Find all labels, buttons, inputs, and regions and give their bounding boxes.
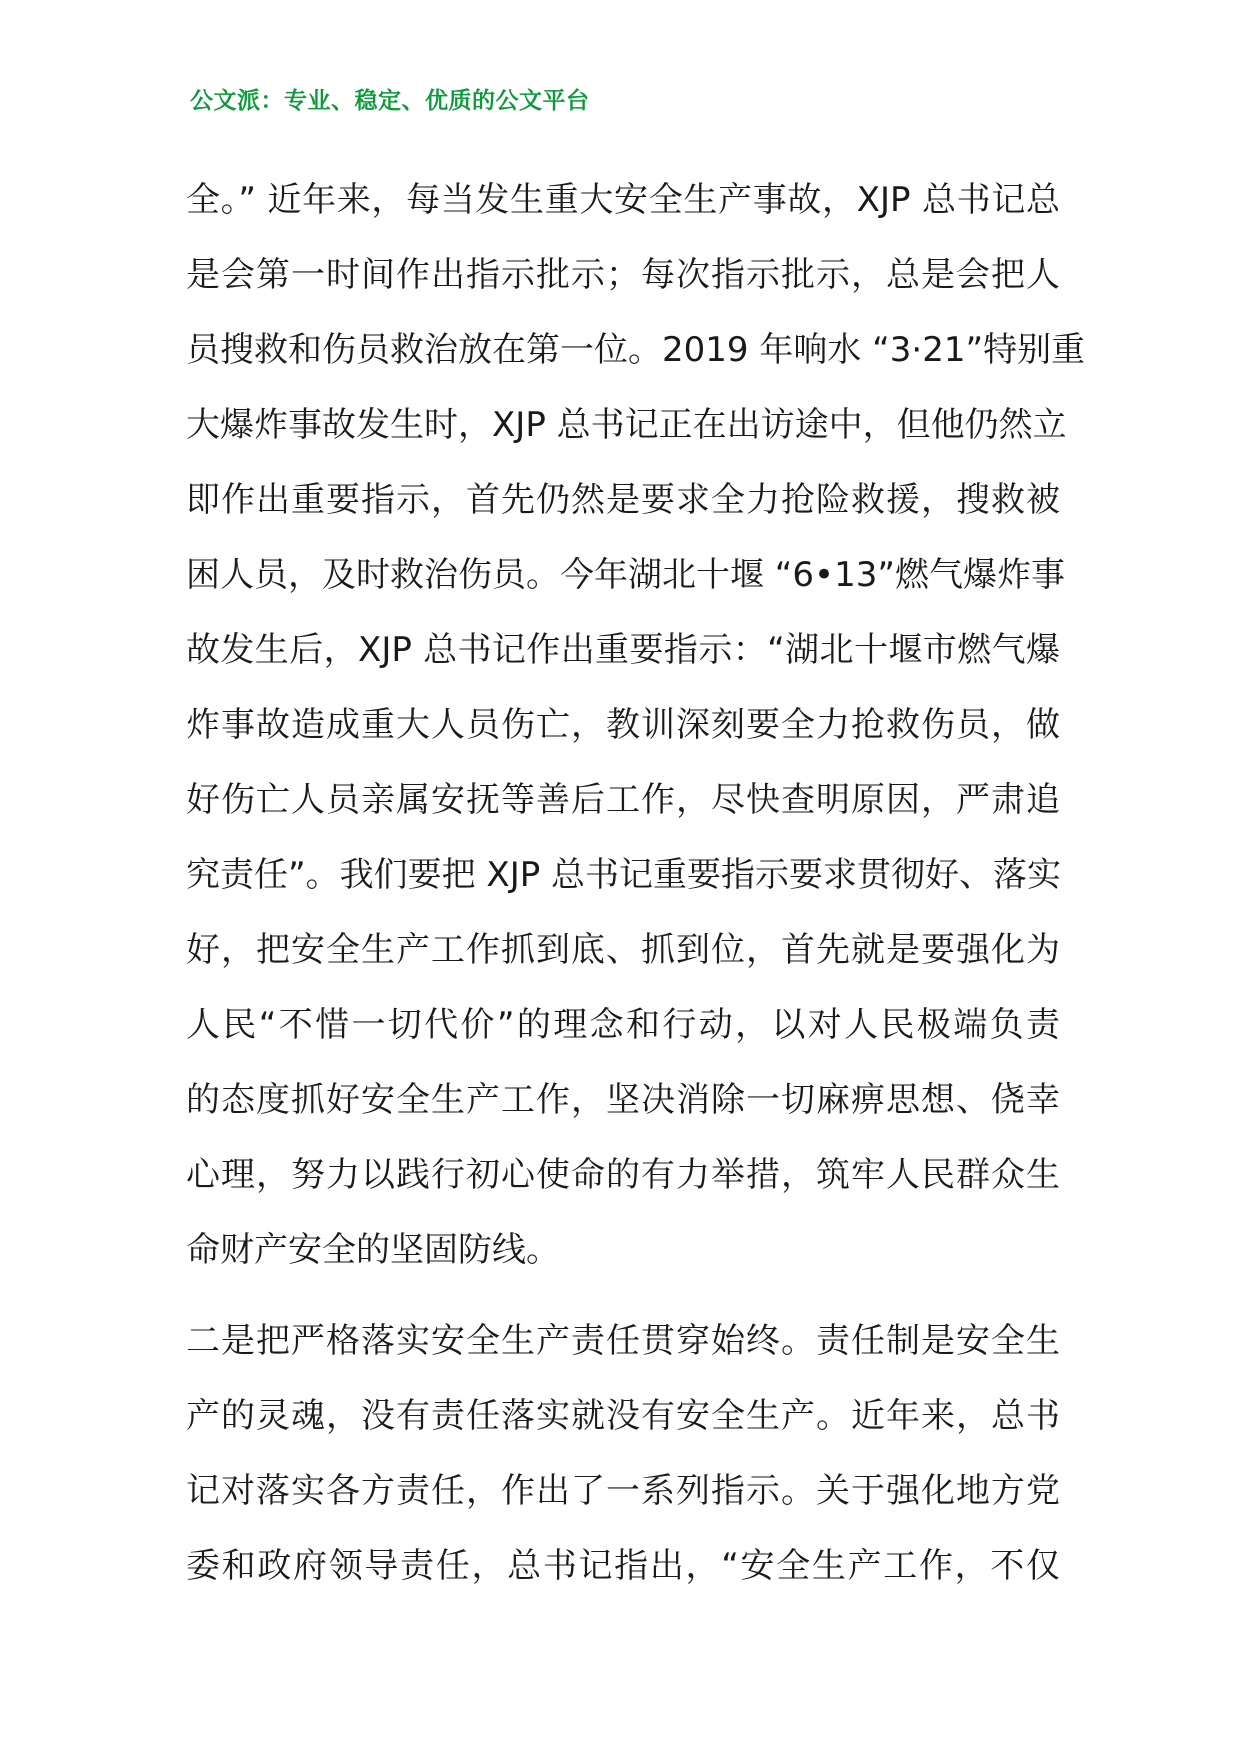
text-line: 员搜救和伤员救治放在第一位。2019 年响水 “3·21”特别重 — [186, 330, 1086, 370]
document-body — [186, 163, 1086, 1604]
text-line: 全。” 近年来，每当发生重大安全生产事故，XJP 总书记总 — [186, 180, 1060, 220]
page-header-title: 公文派：专业、稳定、优质的公文平台 — [190, 88, 590, 114]
paragraph-1 — [186, 163, 1086, 1288]
text-line: 命财产安全的坚固防线。 — [186, 1230, 560, 1270]
text-line: 二是把严格落实安全生产责任贯穿始终。责任制是安全生 — [186, 1321, 1060, 1361]
text-line: 是会第一时间作出指示批示；每次指示批示，总是会把人 — [186, 255, 1060, 295]
paragraph-2 — [186, 1304, 1060, 1604]
text-line: 心理，努力以践行初心使命的有力举措，筑牢人民群众生 — [186, 1155, 1060, 1195]
text-line: 人民“不惜一切代价”的理念和行动，以对人民极端负责 — [186, 1005, 1060, 1045]
text-line: 究责任”。我们要把 XJP 总书记重要指示要求贯彻好、落实 — [186, 855, 1062, 895]
text-line: 的态度抓好安全生产工作，坚决消除一切麻痹思想、侥幸 — [186, 1080, 1060, 1120]
text-line: 产的灵魂，没有责任落实就没有安全生产。近年来，总书 — [186, 1396, 1060, 1436]
text-line: 好，把安全生产工作抓到底、抓到位，首先就是要强化为 — [186, 930, 1060, 970]
text-line: 困人员，及时救治伤员。今年湖北十堰 “6•13”燃气爆炸事 — [186, 555, 1065, 595]
text-line: 故发生后，XJP 总书记作出重要指示：“湖北十堰市燃气爆 — [186, 630, 1060, 670]
text-line: 大爆炸事故发生时，XJP 总书记正在出访途中，但他仍然立 — [186, 405, 1067, 445]
text-line: 记对落实各方责任，作出了一系列指示。关于强化地方党 — [186, 1471, 1060, 1511]
text-line: 即作出重要指示，首先仍然是要求全力抢险救援，搜救被 — [186, 480, 1060, 520]
paragraph-spacer — [186, 1288, 1060, 1304]
text-line: 委和政府领导责任，总书记指出，“安全生产工作，不仅 — [186, 1546, 1060, 1586]
text-line: 炸事故造成重大人员伤亡，教训深刻要全力抢救伤员，做 — [186, 705, 1060, 745]
text-line: 好伤亡人员亲属安抚等善后工作，尽快查明原因，严肃追 — [186, 780, 1060, 820]
